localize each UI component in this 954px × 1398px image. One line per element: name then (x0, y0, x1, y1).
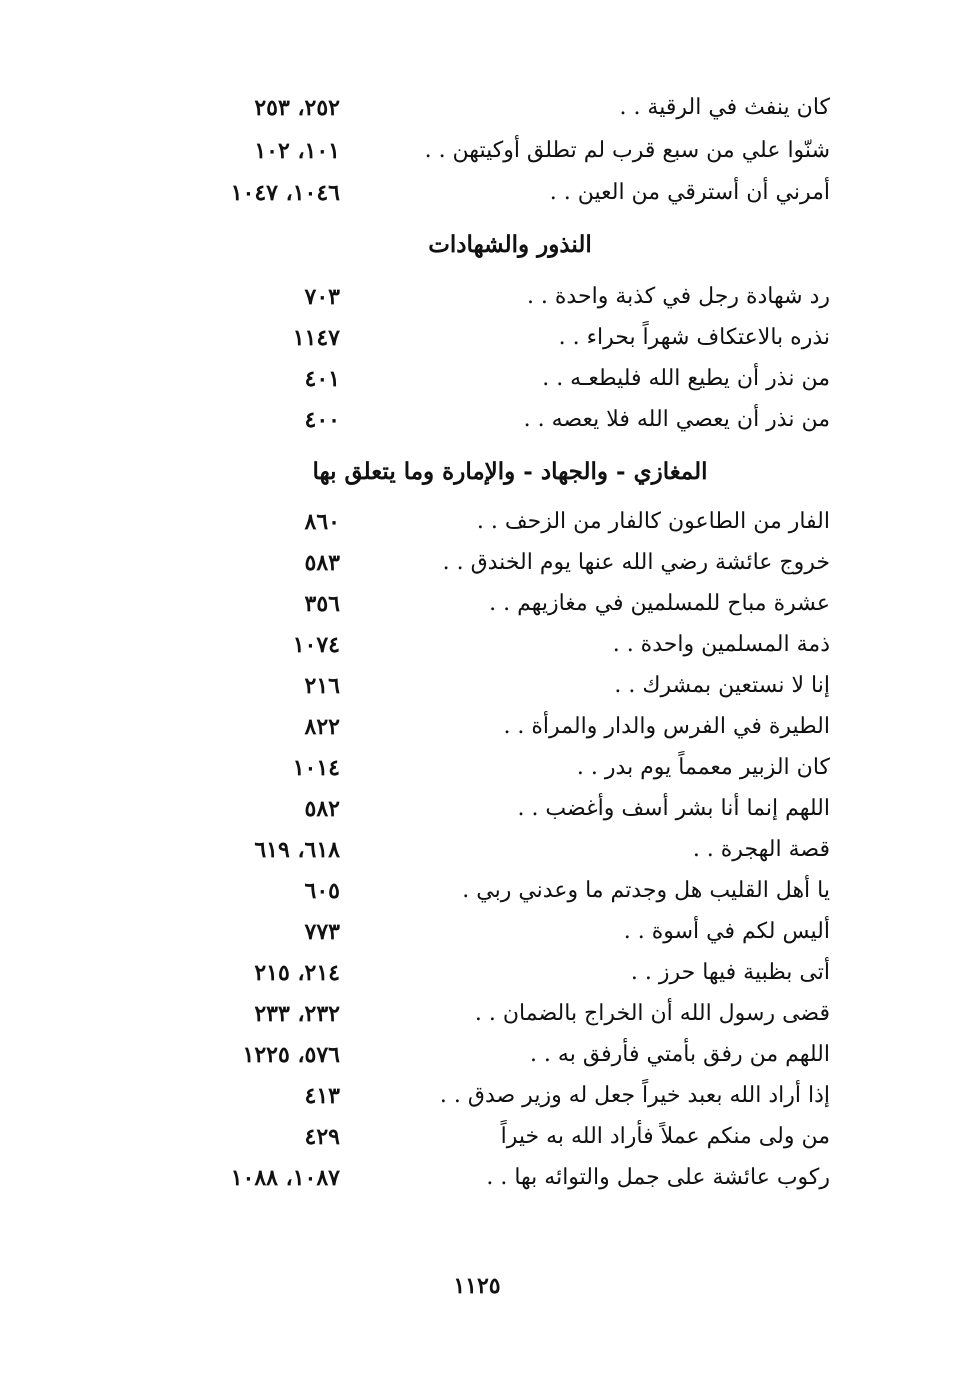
index-entry (190, 994, 830, 1034)
entry-pages: ٧٧٣ (304, 919, 340, 945)
entry-pages: ٢١٤، ٢١٥ (254, 960, 340, 986)
entry-text: من نذر أن يطيع الله فليطعـه . . (542, 366, 830, 391)
entry-pages: ٥٨٣ (304, 550, 340, 576)
index-entry (190, 707, 830, 747)
entry-pages: ٤٠١ (304, 366, 340, 392)
entry-text: ركوب عائشة على جمل والتوائه بها . . (486, 1165, 830, 1190)
entry-pages: ٤٠٠ (304, 407, 340, 433)
index-entry (190, 789, 830, 829)
entry-text: رد شهادة رجل في كذبة واحدة . . (526, 284, 830, 309)
index-entry (190, 131, 830, 171)
entry-pages: ١٠١، ١٠٢ (254, 138, 340, 164)
index-entry (190, 666, 830, 706)
entry-pages: ٦٠٥ (304, 878, 340, 904)
index-entry (190, 1158, 830, 1198)
page-number: ١١٢٥ (453, 1273, 501, 1299)
section-heading: النذور والشهادات (428, 231, 592, 258)
entry-text: اللهم إنما أنا بشر أسف وأغضب . . (517, 796, 830, 821)
index-entry (190, 625, 830, 665)
entry-pages: ١٠٤٦، ١٠٤٧ (230, 180, 340, 206)
entry-pages: ١١٤٧ (292, 325, 340, 351)
index-entry (190, 88, 830, 128)
entry-pages: ٨٢٢ (304, 714, 340, 740)
entry-text: إنا لا نستعين بمشرك . . (614, 673, 830, 698)
entry-text: شنّوا علي من سبع قرب لم تطلق أوكيتهن . . (424, 138, 830, 163)
entry-text: إذا أراد الله بعبد خيراً جعل له وزير صدق . . (439, 1083, 830, 1108)
index-entry (190, 359, 830, 399)
index-entry (190, 318, 830, 358)
entry-pages: ٢٥٢، ٢٥٣ (254, 95, 340, 121)
entry-pages: ٤١٣ (304, 1083, 340, 1109)
index-entry (190, 502, 830, 542)
index-entry (190, 277, 830, 317)
entry-pages: ٣٥٦ (304, 591, 340, 617)
entry-text: قضى رسول الله أن الخراج بالضمان . . (474, 1001, 830, 1026)
entry-pages: ٦١٨، ٦١٩ (254, 837, 340, 863)
entry-pages: ١٠٨٧، ١٠٨٨ (230, 1165, 340, 1191)
index-entry (190, 748, 830, 788)
index-entry (190, 543, 830, 583)
entry-pages: ٧٠٣ (304, 284, 340, 310)
entry-text: أمرني أن أسترقي من العين . . (549, 180, 830, 205)
entry-text: قصة الهجرة . . (692, 837, 830, 862)
entry-text: الفار من الطاعون كالفار من الزحف . . (476, 509, 830, 534)
entry-pages: ٨٦٠ (304, 509, 340, 535)
entry-text: من ولى منكم عملاً فأراد الله به خيراً (500, 1124, 830, 1149)
section-heading: المغازي - والجهاد - والإمارة وما يتعلق بها (312, 458, 708, 485)
entry-pages: ٥٨٢ (304, 796, 340, 822)
entry-text: ذمة المسلمين واحدة . . (612, 632, 830, 657)
entry-text: كان ينفث في الرقية . . (619, 95, 830, 120)
entry-text: عشرة مباح للمسلمين في مغازيهم . . (489, 591, 830, 616)
entry-text: خروج عائشة رضي الله عنها يوم الخندق . . (442, 550, 830, 575)
entry-pages: ٤٢٩ (304, 1124, 340, 1150)
entry-text: أليس لكم في أسوة . . (623, 919, 830, 944)
entry-text: اللهم من رفق بأمتي فأرفق به . . (529, 1042, 830, 1067)
index-entry (190, 584, 830, 624)
entry-text: أتى بظبية فيها حرز . . (630, 960, 830, 985)
entry-pages: ١٠١٤ (292, 755, 340, 781)
entry-text: يا أهل القليب هل وجدتم ما وعدني ربي . (462, 878, 830, 903)
index-entry (190, 1035, 830, 1075)
index-entry (190, 1117, 830, 1157)
entry-text: نذره بالاعتكاف شهراً بحراء . . (558, 325, 830, 350)
entry-text: من نذر أن يعصي الله فلا يعصه . . (523, 407, 830, 432)
index-entry (190, 912, 830, 952)
entry-text: الطيرة في الفرس والدار والمرأة . . (503, 714, 830, 739)
entry-pages: ٢٣٢، ٢٣٣ (254, 1001, 340, 1027)
index-entry (190, 173, 830, 213)
index-entry (190, 830, 830, 870)
entry-pages: ١٠٧٤ (292, 632, 340, 658)
index-entry (190, 400, 830, 440)
index-entry (190, 871, 830, 911)
entry-pages: ٢١٦ (304, 673, 340, 699)
index-entry (190, 1076, 830, 1116)
entry-pages: ٥٧٦، ١٢٢٥ (242, 1042, 340, 1068)
index-entry (190, 953, 830, 993)
entry-text: كان الزبير معمماً يوم بدر . . (576, 755, 830, 780)
